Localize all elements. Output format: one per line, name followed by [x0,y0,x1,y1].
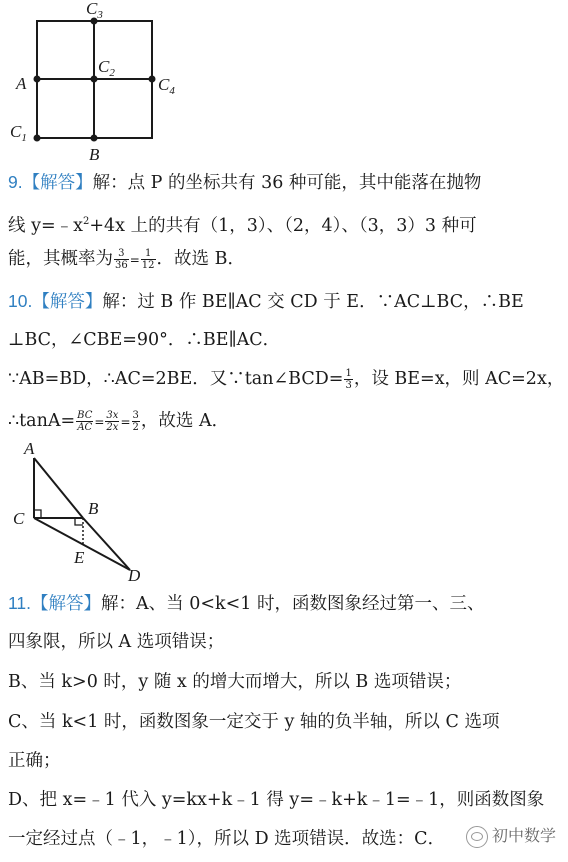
q9-number: 9. [8,172,23,192]
label-c: C [13,509,25,528]
point-c1 [34,135,41,142]
q10-fraction-3-2: $\frac{3}{2}$ [132,410,139,433]
q10-equals-2: = [120,415,131,429]
q11-line-1 [8,592,485,615]
label-b: B [89,145,100,164]
label-b: B [88,499,99,518]
q11-answer-tag: 【解答】 [31,594,102,614]
q11-line-7 [8,828,445,850]
q10-line-2 [8,329,280,351]
q11-text-3: B、当 k>0 时，y 随 x 的增大而增大，所以 B 选项错误； [8,672,462,692]
segment-ab [34,458,83,518]
q9-line-2 [8,211,477,237]
label-c4: $C_4$ [158,75,175,97]
q9-fraction-1: $\frac{3}{36}$ [115,248,128,271]
wechat-icon [466,826,488,848]
right-angle-b [75,518,83,525]
q9-exponent: 2 [82,216,90,227]
q11-text-7: 一定经过点（﹣1，﹣1），所以 D 选项错误．故选：C． [8,829,446,849]
q10-text-3b: ，设 BE=x，则 AC=2x， [353,369,565,389]
q9-text-3a: 能，其概率为 [8,249,113,269]
q11-text-6: D、把 x=﹣1 代入 y=kx+k﹣1 得 y=﹣k+k﹣1=﹣1，则函数图象 [8,790,545,810]
q9-text-1: 解：点 P 的坐标共有 36 种可能，其中能落在抛物 [92,173,482,193]
point-b [91,135,98,142]
q11-line-2 [8,631,224,653]
q11-line-3 [8,671,461,693]
label-a: A [16,74,27,93]
q11-line-4 [8,711,499,733]
point-c2 [91,76,98,83]
label-c2: $C_2$ [98,57,115,79]
q9-line-3 [8,248,245,271]
q9-line-1 [8,171,481,194]
right-angle-c [34,510,41,518]
q10-line-4 [8,410,229,433]
point-c4 [149,76,156,83]
q11-line-6 [8,789,544,811]
q10-text-4a: ∴tanA= [8,411,76,431]
label-e: E [74,548,85,567]
q11-line-5 [8,750,61,772]
q10-equals-1: = [94,415,105,429]
q10-text-2: ⊥BC，∠CBE=90°．∴BE∥AC． [8,330,281,350]
q9-answer-tag: 【解答】 [22,173,93,193]
q9-fraction-2: $\frac{1}{12}$ [141,248,155,271]
watermark: 初中数学 [466,823,556,848]
q10-fraction-3x-2x: $\frac{3x}{2x}$ [106,410,119,433]
segment-bd [83,518,130,570]
q9-text-3b: ．故选 B． [156,249,245,269]
point-a [34,76,41,83]
q10-fraction-bc-ac: $\frac{BC}{AC}$ [77,410,93,433]
q11-text-4: C、当 k<1 时，函数图象一定交于 y 轴的负半轴，所以 C 选项 [8,712,500,732]
q10-text-1: 解：过 B 作 BE∥AC 交 CD 于 E．∵AC⊥BC，∴BE [102,292,524,312]
q9-text-2b: +4x 上的共有（1，3）、（2，4）、（3，3）3 种可 [89,215,477,236]
q9-equals: = [129,253,140,267]
q11-text-1: 解：A、当 0<k<1 时，函数图象经过第一、三、 [101,594,485,614]
q11-number: 11. [8,593,32,613]
label-d: D [128,566,141,585]
label-a: A [24,439,35,458]
q9-text-2a: 线 y=﹣x [8,215,83,236]
q10-text-3a: ∵AB=BD，∴AC=2BE．又∵tan∠BCD= [8,369,344,389]
q10-answer-tag: 【解答】 [32,292,103,312]
grid-figure [0,0,200,165]
triangle-figure [0,438,160,588]
label-c1: $C_1$ [10,122,27,144]
q10-fraction-tan: $\frac{1}{3}$ [345,368,352,391]
q11-text-2: 四象限，所以 A 选项错误； [8,632,225,652]
q11-text-5: 正确； [8,751,61,771]
label-c3: $C_3$ [86,0,103,21]
q10-line-3 [8,368,564,391]
q10-line-1 [8,290,524,313]
q10-text-4b: ，故选 A． [140,411,230,431]
q10-number: 10. [8,291,33,311]
